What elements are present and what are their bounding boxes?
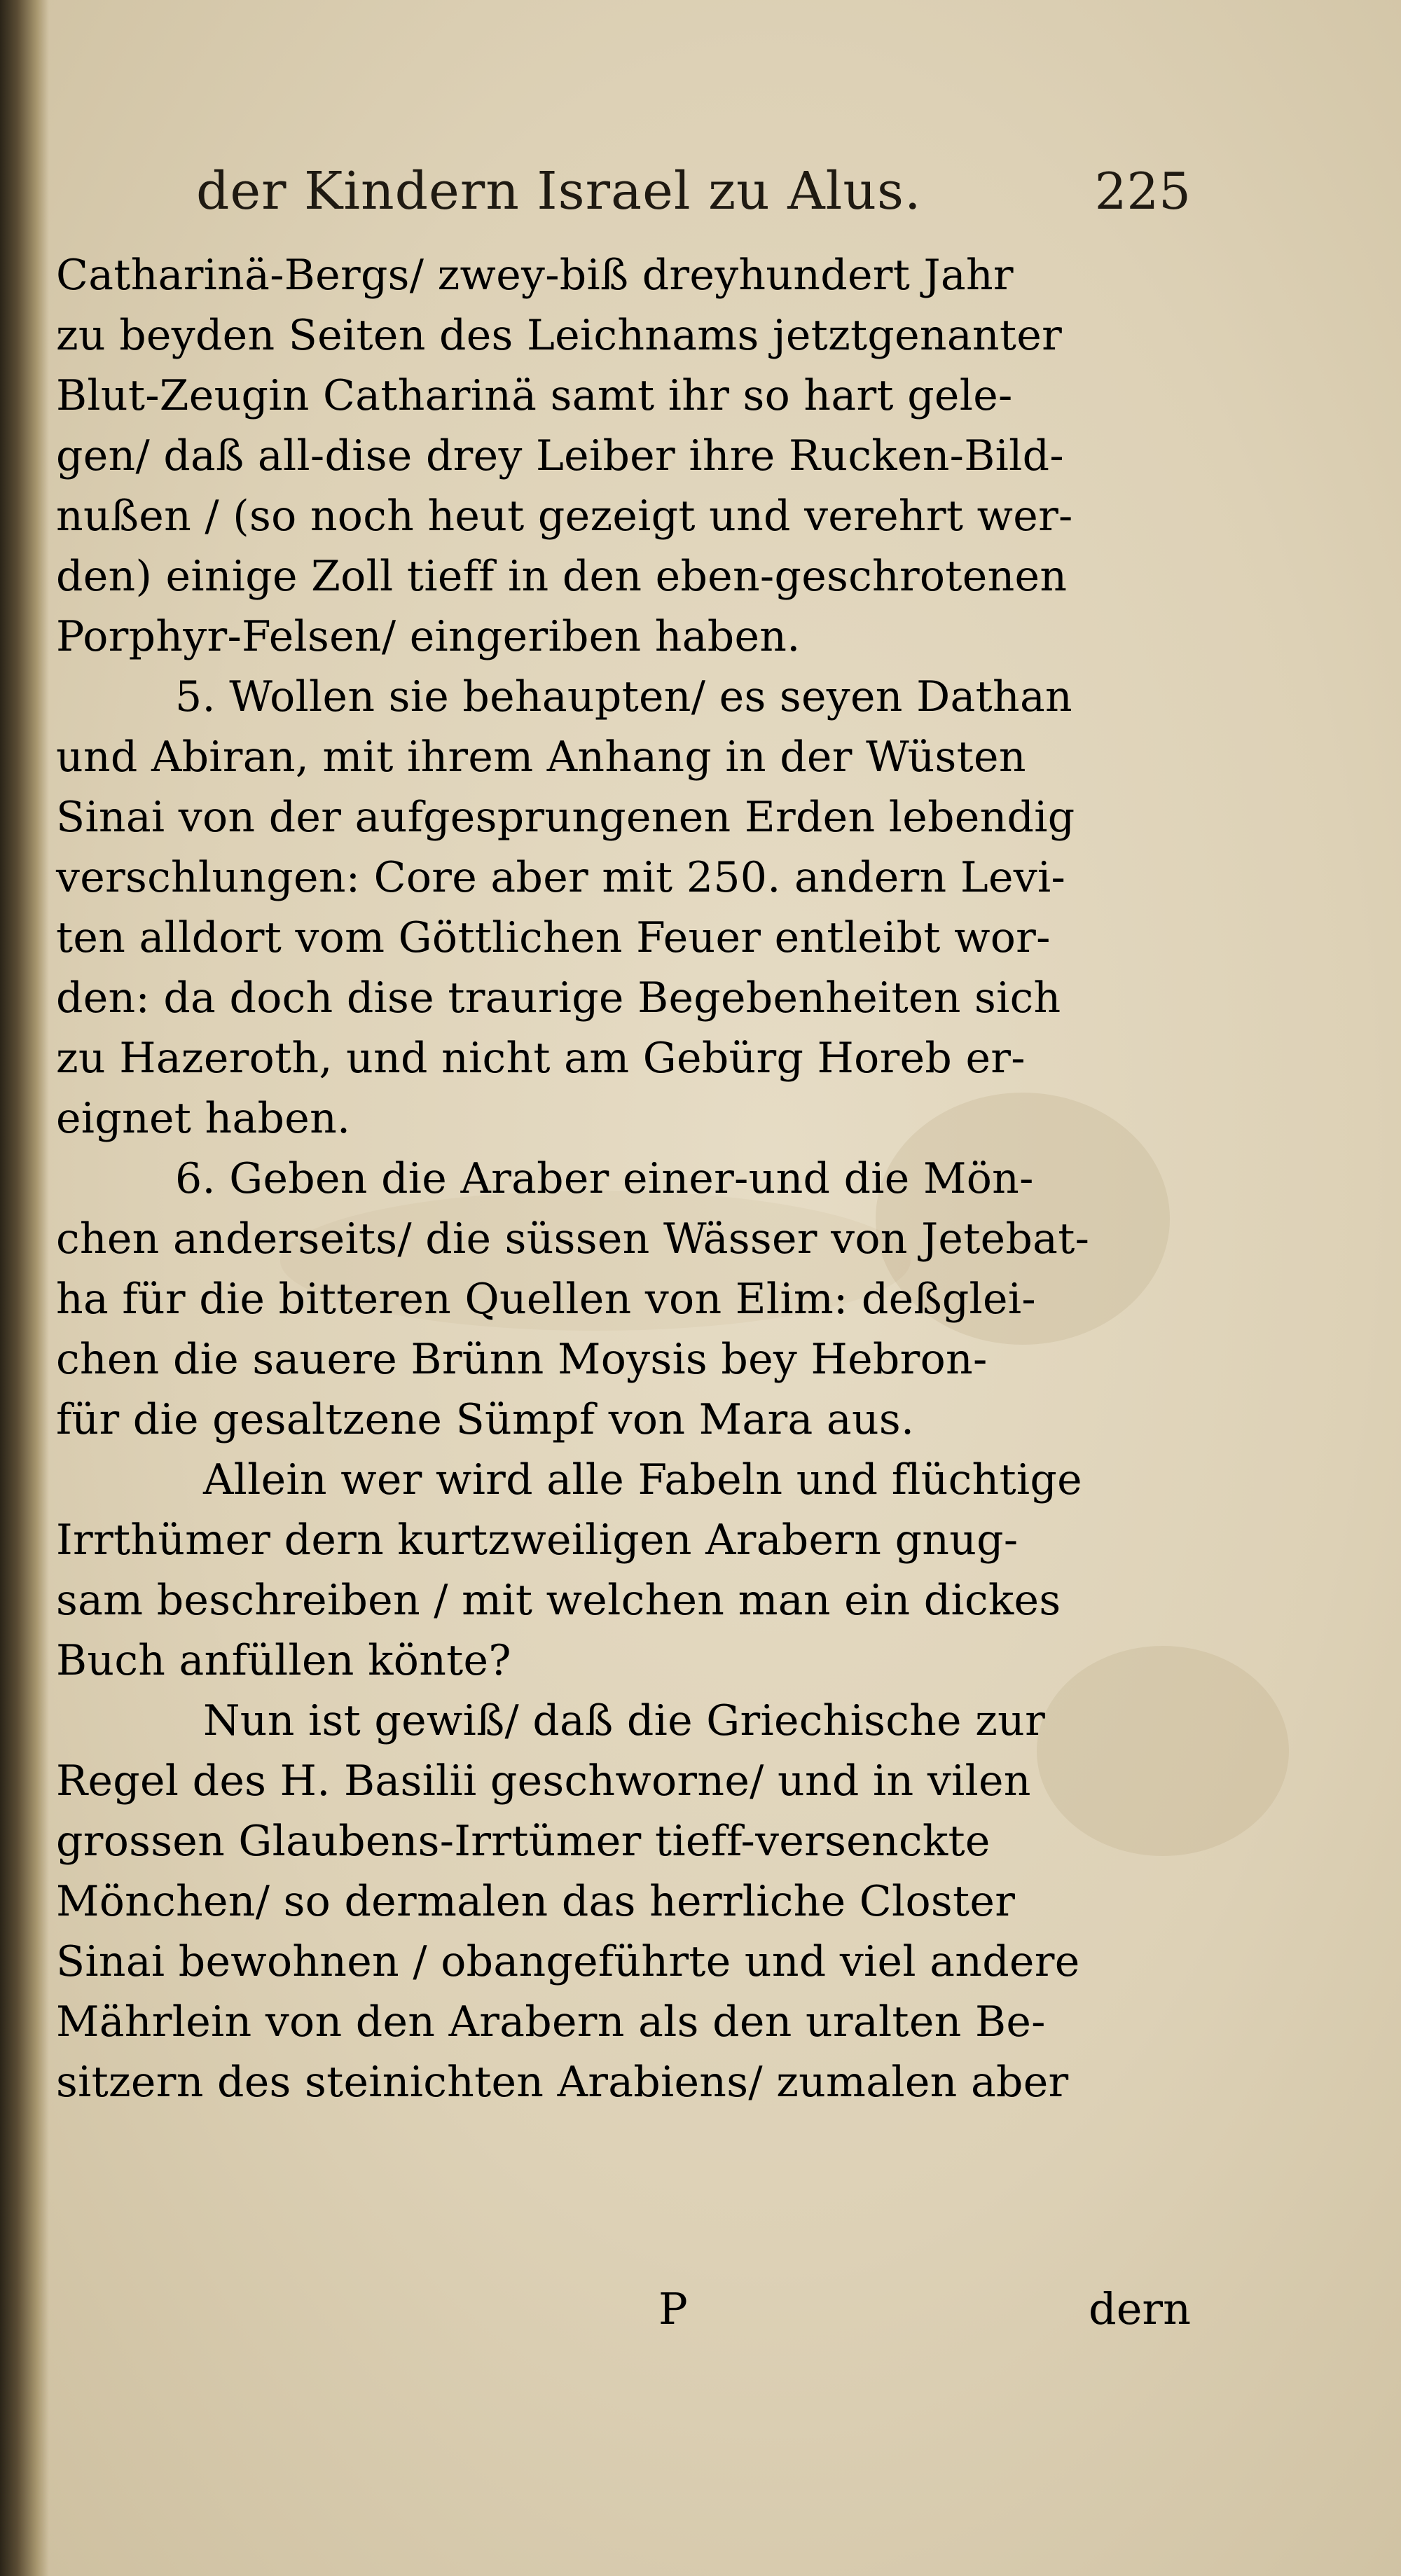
paragraph-start-line: Nun ist gewiß/ daß die Griechische zur	[203, 1696, 1046, 1745]
text-line: sam beschreiben / mit welchen man ein dickes	[56, 1576, 1061, 1625]
book-gutter	[0, 0, 49, 2576]
text-line: Catharinä-Bergs/ zwey-biß dreyhundert Jahr	[56, 251, 1014, 300]
text-line: zu Hazeroth, und nicht am Gebürg Horeb er-	[56, 1034, 1026, 1083]
paragraph-start-line: 5. Wollen sie behaupten/ es seyen Dathan	[175, 672, 1072, 721]
text-line: und Abiran, mit ihrem Anhang in der Wüsten	[56, 733, 1026, 782]
paragraph-start-line: Allein wer wird alle Fabeln und flüchtige	[203, 1455, 1082, 1504]
text-line: chen die sauere Brünn Moysis bey Hebron-	[56, 1335, 988, 1384]
text-line: für die gesaltzene Sümpf von Mara aus.	[56, 1395, 915, 1444]
text-line: Mährlein von den Arabern als den uralten Be-	[56, 1997, 1046, 2047]
text-line: Sinai von der aufgesprungenen Erden lebendig	[56, 793, 1075, 842]
body-text	[56, 245, 1177, 2112]
paragraph-start-line: 6. Geben die Araber einer-und die Mön-	[175, 1154, 1034, 1203]
text-line: zu beyden Seiten des Leichnams jetztgenanter	[56, 311, 1063, 360]
text-line: ha für die bitteren Quellen von Elim: deßglei-	[56, 1275, 1036, 1324]
page-footer	[56, 2283, 1191, 2346]
text-line: Mönchen/ so dermalen das herrliche Closter	[56, 1877, 1016, 1926]
text-line: grossen Glaubens-Irrtümer tieff-versenckte	[56, 1817, 991, 1866]
page-number: 225	[1094, 162, 1191, 221]
text-line: ten alldort vom Göttlichen Feuer entleibt wor-	[56, 913, 1051, 962]
text-line: verschlungen: Core aber mit 250. andern Levi-	[56, 853, 1066, 902]
text-line: eignet haben.	[56, 1094, 351, 1143]
text-line: den) einige Zoll tieff in den eben-geschrotenen	[56, 552, 1068, 601]
text-line: den: da doch dise traurige Begebenheiten sich	[56, 974, 1061, 1023]
text-line: Regel des H. Basilii geschworne/ und in vilen	[56, 1757, 1031, 1806]
text-line: Buch anfüllen könte?	[56, 1636, 511, 1685]
text-line: Irrthümer dern kurtzweiligen Arabern gnug-	[56, 1516, 1019, 1565]
text-line: sitzern des steinichten Arabiens/ zumalen aber	[56, 2058, 1069, 2107]
catchword: dern	[1089, 2283, 1191, 2334]
text-line: gen/ daß all-dise drey Leiber ihre Rucken-Bild-	[56, 431, 1064, 480]
running-header	[196, 161, 1191, 231]
signature-mark: P	[658, 2283, 688, 2334]
text-line: nußen / (so noch heut gezeigt und verehrt wer-	[56, 492, 1073, 541]
text-line: Sinai bewohnen / obangeführte und viel andere	[56, 1937, 1080, 1986]
text-line: Blut-Zeugin Catharinä samt ihr so hart gele-	[56, 371, 1013, 420]
header-title: der Kindern Israel zu Alus.	[196, 161, 922, 221]
text-line: Porphyr-Felsen/ eingeriben haben.	[56, 612, 801, 661]
text-line: chen anderseits/ die süssen Wässer von Jetebat-	[56, 1214, 1090, 1263]
